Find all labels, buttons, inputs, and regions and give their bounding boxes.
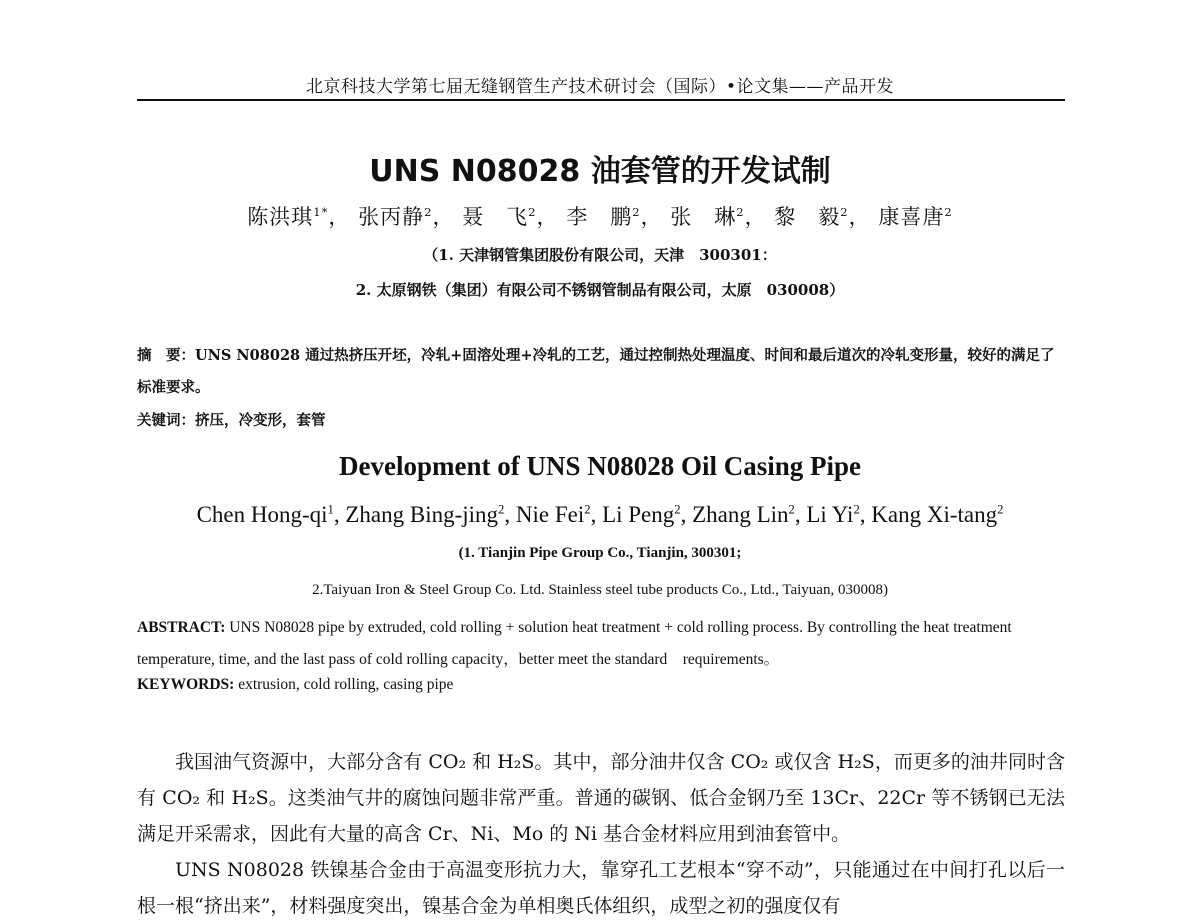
author-mark: 2 [840,205,849,219]
authors-en: Chen Hong-$qi^1$, Zhang Bing-jing$^2$, Nie Fei$^2$, Li Peng$^2$, Zhang Lin$^2$, Li Yi$^2$, Kang Xi-tang$^2$ [196,502,1004,527]
keywords-cn-text: 挤压，冷变形，套管 [195,412,326,429]
author-en: Chen Hong-qi [196,502,328,527]
author-mark: 2 [997,502,1004,517]
abstract-en-label: ABSTRACT: [137,619,226,636]
affiliation-en-1: (1. Tianjin Pipe Group Co., Tianjin, 300301; [458,545,742,561]
keywords-cn-label: 关键词： [137,412,195,429]
author-mark: 2 [853,502,860,517]
author-cn: 康喜唐 [878,205,945,229]
author-cn: 张 琳 [670,205,737,229]
author-mark: 2 [584,502,591,517]
abstract-cn-text: UNS N08028 通过热挤压开坯，冷轧+固溶处理+冷轧的工艺，通过控制热处理温度、时间和最后道次的冷轧变形量，较好的满足了标准要求。 [137,347,1055,396]
body-text [137,744,1065,924]
author-en: Kang Xi-tang [871,502,998,527]
author-cn: 李 鹏 [566,205,633,229]
affiliation-cn-1: （1. 天津钢管集团股份有限公司，天津 300301： [423,246,777,264]
author-cn: 陈洪琪 [247,205,314,229]
keywords-en-text: extrusion, cold rolling, casing pipe [238,676,454,693]
author-cn: 聂 飞 [462,205,529,229]
author-mark: 2 [788,502,795,517]
author-mark: 2 [424,205,433,219]
affiliation-en-2: 2.Taiyuan Iron & Steel Group Co. Ltd. Stainless steel tube products Co., Ltd., Taiyuan, 030008) [312,582,888,598]
header-rule [137,99,1065,101]
author-cn: 张丙静 [358,205,425,229]
author-mark: 2 [498,502,505,517]
author-en: Li Yi [806,502,854,527]
keywords-cn [137,405,1065,437]
body-paragraph-2: UNS N08028 铁镍基合金由于高温变形抗力大，靠穿孔工艺根本“穿不动”，只能通过在中间打孔以后一根一根“挤出来”，材料强度突出，镍基合金为单相奥氏体组织，成型之初的强度仅有 [137,859,1065,917]
author-en: Li Peng [602,502,675,527]
keywords-en-label: KEYWORDS: [137,676,235,693]
affiliation-cn-2: 2. 太原钢铁（集团）有限公司不锈钢管制品有限公司，太原 030008） [355,281,845,299]
abstract-en-text: UNS N08028 pipe by extruded, cold rolling + solution heat treatment + cold rolling process. By controlling the heat treatment temperature, time, and the last pass of cold rolling capacity，better meet the standard requirements。 [137,619,1012,668]
author-mark: 2 [944,205,953,219]
author-mark: 2 [674,502,681,517]
author-cn: 黎 毅 [774,205,841,229]
abstract-en [137,612,1072,676]
author-mark: 2 [528,205,537,219]
abstract-cn [137,340,1065,404]
authors-cn: 陈洪琪$^{1*}$， 张丙静$^2$， 聂 飞$^2$， 李 鹏$^2$， 张 琳$^2$， 黎 毅$^2$， 康喜唐$^2$ [247,205,953,229]
author-mark: 1 [327,502,334,517]
author-mark: 2 [632,205,641,219]
running-header: 北京科技大学第七届无缝钢管生产技术研讨会（国际）•论文集——产品开发 [305,77,895,97]
body-paragraph-1: 我国油气资源中，大部分含有 CO₂ 和 H₂S。其中，部分油井仅含 CO₂ 或仅含 H₂S，而更多的油井同时含有 CO₂ 和 H₂S。这类油气井的腐蚀问题非常严重。普通的碳钢、低合金钢乃至 13Cr、22Cr 等不锈钢已无法满足开采需求，因此有大量的高含 Cr、Ni、Mo 的 Ni 基合金材料应用到油套管中。 [137,751,1065,845]
author-mark: 2 [736,205,745,219]
title-cn: UNS N08028 油套管的开发试制 [369,154,831,189]
keywords-en [137,676,1065,694]
title-en: Development of UNS N08028 Oil Casing Pipe [339,451,861,481]
author-mark: 1* [313,205,329,219]
author-en: Zhang Lin [692,502,789,527]
abstract-cn-label: 摘 要： [137,347,195,364]
author-en: Zhang Bing-jing [345,502,499,527]
author-en: Nie Fei [515,502,585,527]
